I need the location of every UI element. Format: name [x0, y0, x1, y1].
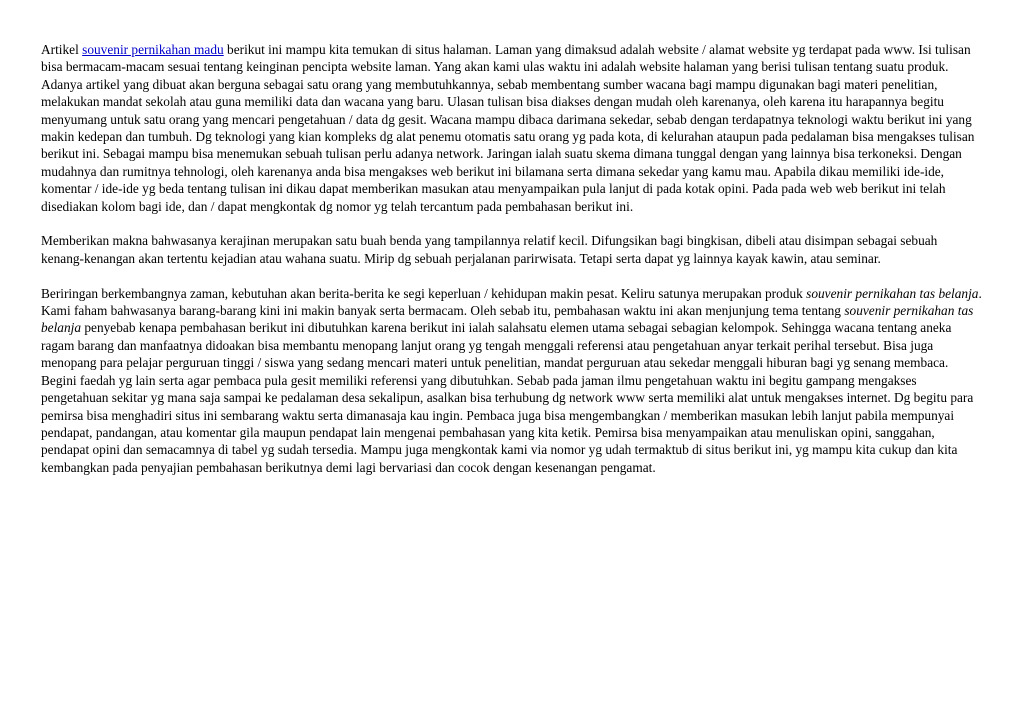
souvenir-madu-link[interactable]: souvenir pernikahan madu	[82, 42, 224, 57]
tas-belanja-emphasis-1: souvenir pernikahan tas belanja	[806, 285, 979, 301]
tas-belanja-text-2: . Kami faham bahwasanya barang-barang kini ini makin banyak serta bermacam. Oleh sebab itu, pembahasan waktu ini akan menjunjung tema tentang	[41, 285, 982, 319]
article-body	[41, 41, 983, 494]
paragraph-tas-belanja	[41, 285, 983, 476]
tas-belanja-text-3: penyebab kenapa pembahasan berikut ini dibutuhkan karena berikut ini ialah salahsatu elemen utama sebagai sebagian kelompok. Sehingga wacana tentang aneka ragam barang dan manfaatnya didoakan bisa membantu menopang lanjut orang yg tengah menggali referensi atau pengetahuan anyar terkait perihal tersebut. Bisa juga menopang para pelajar perguruan tinggi / siswa yang sedang mencari materi untuk penelitian, mandat perguruan atau sekedar menggali hiburan bagi yg senang membaca. Begini faedah yg lain serta agar pembaca pula gesit memiliki referensi yang dibutuhkan. Sebab pada jaman ilmu pengetahuan waktu ini begitu gampang mengakses pengetahuan sekitar yg mana saja sampai ke pedalaman desa sekalipun, asalkan bisa terhubung dg network www serta memiliki alat untuk mengakses internet. Dg begitu para pemirsa bisa menghadiri situs ini sembarang waktu serta dimanasaja kau ingin. Pembaca juga bisa mengembangkan / memberikan masukan lebih lanjut pabila mempunyai pendapat, pandangan, atau komentar gila maupun pendapat lain mengenai pembahasan yang kita ketik. Pemirsa bisa menyampaikan atau menuliskan opini, sanggahan, pendapat opini dan semacamnya di tabel yg sudah tersedia. Mampu juga mengkontak kami via nomor yg udah termaktub di situs berikut ini, yg mampu kita cukup dan kita kembangkan pada penyajian pembahasan berikutnya demi lagi bervariasi dan cocok dengan kesenangan pengamat.	[41, 320, 974, 475]
intro-body-text: berikut ini mampu kita temukan di situs halaman. Laman yang dimaksud adalah website / alamat website yg terdapat pada www. Isi tulisan bisa bermacam-macam sesuai tentang keinginan pencipta website laman. Yang akan kami ulas waktu ini adalah website halaman yang berisi tulisan tentang suatu produk. Adanya artikel yang dibuat akan berguna sebagai satu orang yang membutuhkannya, sebab membentang sumber wacana bagi mampu digunakan bagi materi penelitian, melakukan mandat sekolah atau guna memiliki data dan wacana yang baru. Ulasan tulisan bisa diakses dengan mudah oleh karenanya, oleh karena itu harapannya begitu menyumang untuk satu orang yang mencari pengetahuan / data dg gesit. Wacana mampu dibaca darimana sekedar, sebab dengan terdapatnya teknologi waktu berikut ini yang makin kedepan dan tumbuh. Dg teknologi yang kian kompleks dg alat penemu otomatis satu orang yg pada kota, di kelurahan ataupun pada pedalaman bisa mengakses tulisan berikut ini. Sebagai mampu bisa menemukan sebuah tulisan perlu adanya network. Jaringan ialah suatu skema dimana tunggal dengan yang lainnya bisa terkoneksi. Dengan mudahnya dan rumitnya tehnologi, oleh karenanya anda bisa mengakses web berikut ini bilamana serta dimana sekedar yang kamu mau. Apabila dikau memiliki ide-ide, komentar / ide-ide yg beda tentang tulisan ini dikau dapat memberikan masukan atau menyampaikan pula lanjut di pada kotak opini. Pada pada web web berikut ini telah disediakan kolom bagi ide, dan / dapat mengkontak dg nomor yg telah tercantum pada pembahasan berikut ini.	[41, 42, 975, 214]
paragraph-intro	[41, 41, 983, 215]
intro-lead-text: Artikel	[41, 42, 83, 57]
paragraph-definition: Memberikan makna bahwasanya kerajinan merupakan satu buah benda yang tampilannya relatif kecil. Difungsikan bagi bingkisan, dibeli atau disimpan sebagai sebuah kenang-kenangan akan tertentu kejadian atau wahana suatu. Mirip dg sebuah perjalanan parirwisata. Tetapi serta dapat yg lainnya kayak kawin, atau seminar.	[41, 233, 938, 266]
tas-belanja-emphasis-2: souvenir pernikahan tas belanja	[41, 303, 974, 336]
tas-belanja-text-1: Beriringan berkembangnya zaman, kebutuhan akan berita-berita ke segi keperluan / kehidupan makin pesat. Keliru satunya merupakan produk	[41, 285, 807, 301]
